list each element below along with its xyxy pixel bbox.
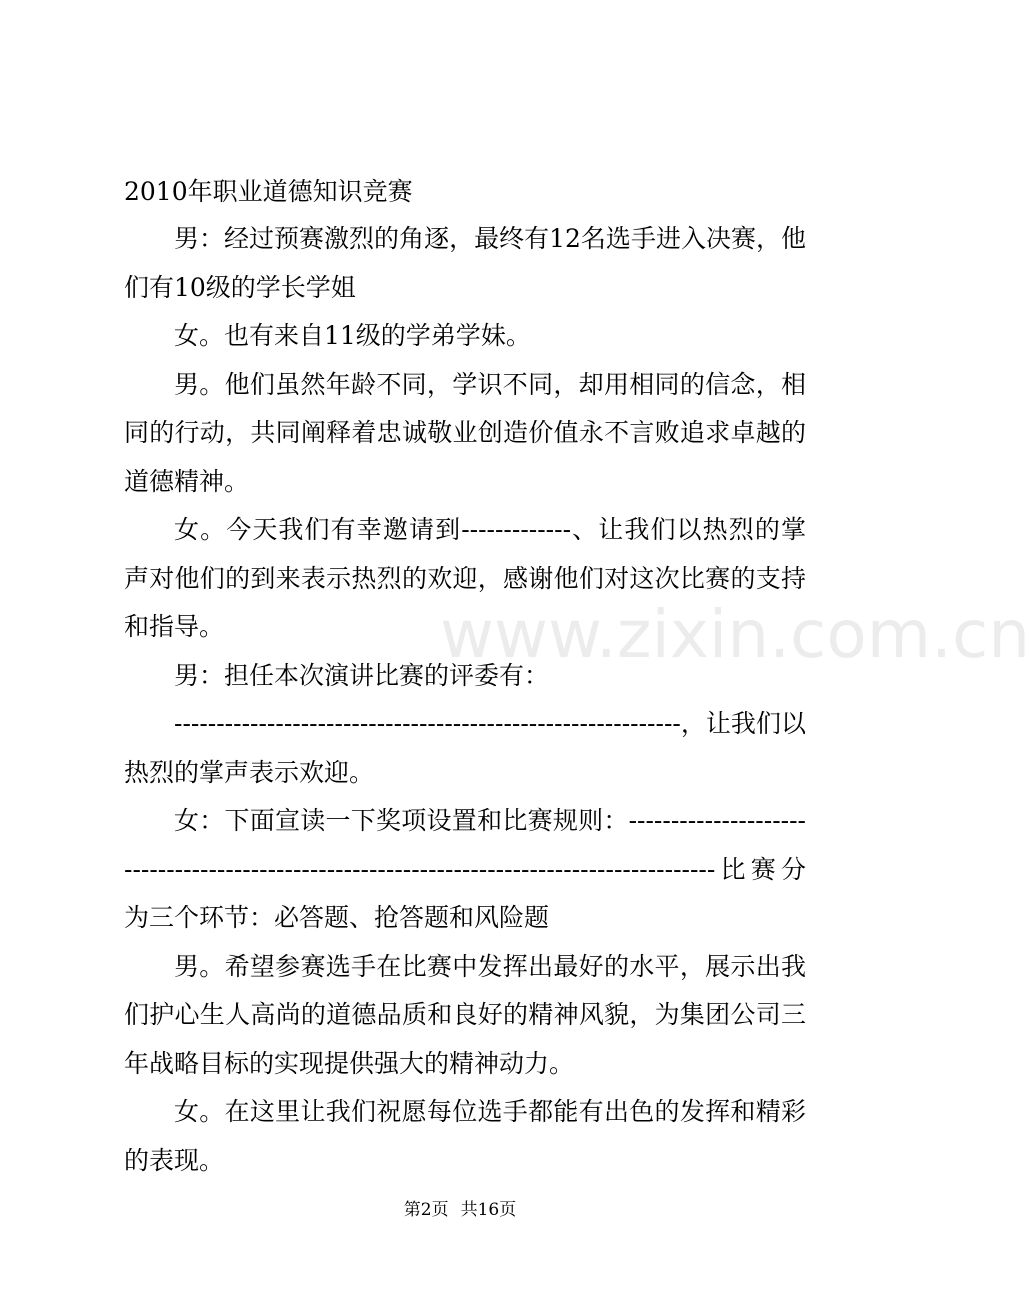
paragraph-juniors: 女。也有来自11级的学弟学妹。 (174, 321, 531, 350)
paragraph-wishes: 男。希望参赛选手在比赛中发挥出最好的水平，展示出我们护心生人高尚的道德品质和良好的精神风貌，为集团公司三年战略目标的实现提供强大的精神动力。 (124, 951, 806, 1078)
watermark: www.zixin.com.cn (440, 596, 1030, 673)
page-number: 第2页 (403, 1200, 449, 1220)
paragraph-intro-contestants: 男：经过预赛激烈的角逐，最终有12名选手进入决赛，他们有10级的学长学姐 (124, 224, 806, 302)
paragraph-guests: 女。今天我们有幸邀请到-------------、让我们以热烈的掌声对他们的到来表示热烈的欢迎，感谢他们对这次比赛的支持和指导。 (124, 515, 806, 641)
paragraph-closing: 女。在这里让我们祝愿每位选手都能有出色的发挥和精彩的表现。 (124, 1097, 806, 1175)
paragraph-judges-heading: 男：担任本次演讲比赛的评委有： (174, 660, 550, 690)
page-footer (0, 1198, 920, 1222)
paragraph-rules: 女：下面宣读一下奖项设置和比赛规则：-------------------------------------------------------------------------------------------比赛分为三个环节：必答题、抢答题和风险题 (124, 806, 806, 932)
page-total: 共16页 (460, 1200, 517, 1220)
document-body (124, 168, 806, 1185)
paragraph-moral-spirit: 男。他们虽然年龄不同，学识不同，却用相同的信念，相同的行动，共同阐释着忠诚敬业创造价值永不言败追求卓越的道德精神。 (124, 369, 806, 496)
paragraph-judges-list: ------------------------------------------------------------，让我们以热烈的掌声表示欢迎。 (124, 709, 806, 787)
document-title: 2010年职业道德知识竞赛 (124, 177, 413, 206)
